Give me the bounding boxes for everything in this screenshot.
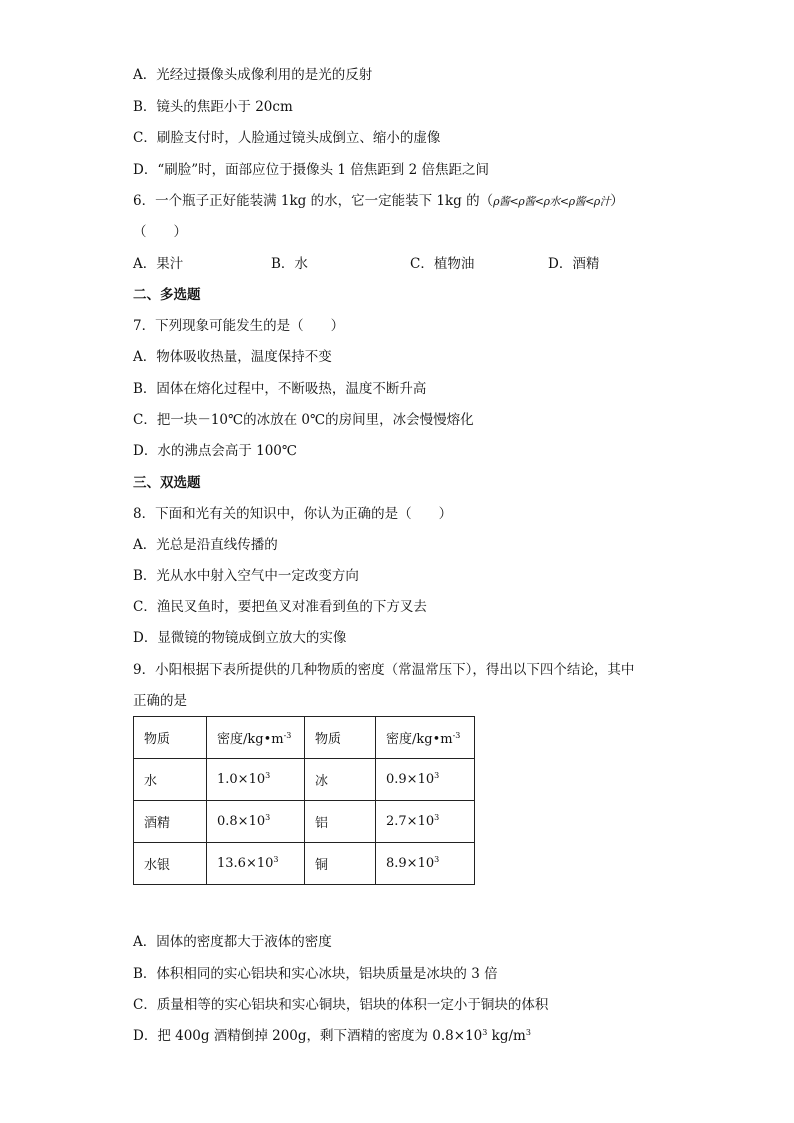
cell-density (376, 843, 475, 885)
q8-option-b: B．光从水中射入空气中一定改变方向 (133, 568, 359, 584)
cell-substance: 酒精 (134, 801, 207, 843)
cell-density-text: 0.8×10 (217, 814, 266, 829)
table-row (134, 843, 475, 885)
q6-option-d: D．酒精 (548, 256, 600, 272)
q6-option-c: C．植物油 (410, 256, 475, 272)
header-density-1-exp: -3 (283, 731, 292, 740)
q6-stem-text: 6．一个瓶子正好能装满 1kg 的水，它一定能装下 1kg 的（ (133, 193, 494, 209)
cell-density (376, 801, 475, 843)
q7-stem: 7．下列现象可能发生的是（ ） (133, 318, 345, 334)
section-multi-choice-title: 二、多选题 (133, 287, 201, 303)
cell-substance: 水银 (134, 843, 207, 885)
cell-substance: 铜 (305, 843, 376, 885)
cell-density-text: 8.9×10 (386, 856, 435, 871)
q5-option-c: C．刷脸支付时，人脸通过镜头成倒立、缩小的虚像 (133, 130, 441, 146)
table-header-row (134, 717, 475, 759)
q9-option-b: B．体积相同的实心铝块和实心冰块，铝块质量是冰块的 3 倍 (133, 966, 498, 982)
cell-density (376, 759, 475, 801)
q9-stem-line2: 正确的是 (133, 693, 187, 709)
cell-density (207, 843, 305, 885)
header-density-2-text: 密度/kg•m (386, 732, 453, 747)
q6-stem (133, 191, 624, 212)
q9-option-d-exp: 3 (482, 1028, 488, 1037)
cell-density-exp: 3 (434, 771, 440, 780)
q5-option-a: A．光经过摄像头成像利用的是光的反射 (133, 67, 373, 83)
q8-option-d: D．显微镜的物镜成倒立放大的实像 (133, 630, 347, 646)
q7-option-a: A．物体吸收热量，温度保持不变 (133, 349, 332, 365)
cell-substance: 铝 (305, 801, 376, 843)
cell-density (207, 801, 305, 843)
cell-substance: 水 (134, 759, 207, 801)
q6-option-b: B．水 (271, 256, 308, 272)
q6-stem-close: ） (610, 193, 624, 209)
header-substance-2: 物质 (305, 717, 376, 759)
header-density-1 (207, 717, 305, 759)
q6-blank: （ ） (133, 224, 187, 240)
cell-density-exp: 3 (434, 813, 440, 822)
q9-option-d-text: D．把 400g 酒精倒掉 200g，剩下酒精的密度为 0.8×10 (133, 1028, 483, 1044)
cell-substance: 冰 (305, 759, 376, 801)
q7-option-d: D．水的沸点会高于 100℃ (133, 443, 297, 459)
q5-option-d: D．“刷脸”时，面部应位于摄像头 1 倍焦距到 2 倍焦距之间 (133, 162, 489, 178)
cell-density-text: 0.9×10 (386, 772, 435, 787)
cell-density-text: 13.6×10 (217, 856, 274, 871)
cell-density-text: 1.0×10 (217, 772, 266, 787)
section-double-choice-title: 三、双选题 (133, 475, 201, 491)
cell-density (207, 759, 305, 801)
cell-density-exp: 3 (273, 855, 279, 864)
q8-option-a: A．光总是沿直线传播的 (133, 537, 278, 553)
q9-option-c: C．质量相等的实心铝块和实心铜块，铝块的体积一定小于铜块的体积 (133, 997, 549, 1013)
header-density-2 (376, 717, 475, 759)
q7-option-c: C．把一块－10℃的冰放在 0℃的房间里，冰会慢慢熔化 (133, 412, 474, 428)
q9-option-d (133, 1026, 531, 1046)
header-density-1-text: 密度/kg•m (217, 732, 284, 747)
table-row (134, 801, 475, 843)
q6-option-a: A．果汁 (133, 256, 184, 272)
cell-density-exp: 3 (434, 855, 440, 864)
density-table (133, 716, 475, 885)
cell-density-text: 2.7×10 (386, 814, 435, 829)
q5-option-b: B．镜头的焦距小于 20cm (133, 99, 293, 115)
header-density-2-exp: -3 (452, 731, 461, 740)
q8-stem: 8．下面和光有关的知识中，你认为正确的是（ ） (133, 506, 453, 522)
table-row (134, 759, 475, 801)
q9-option-a: A．固体的密度都大于液体的密度 (133, 934, 332, 950)
header-substance-1: 物质 (134, 717, 207, 759)
q9-stem-line1: 9．小阳根据下表所提供的几种物质的密度（常温常压下），得出以下四个结论，其中 (133, 662, 635, 678)
q7-option-b: B．固体在熔化过程中，不断吸热，温度不断升高 (133, 381, 427, 397)
cell-density-exp: 3 (265, 771, 271, 780)
q6-rho-condition: ρ酱<ρ酱<ρ水<ρ酱<ρ汁 (493, 195, 611, 208)
q8-option-c: C．渔民叉鱼时，要把鱼叉对准看到鱼的下方叉去 (133, 599, 427, 615)
q9-option-d-unit-exp: 3 (525, 1028, 531, 1037)
q9-option-d-unit: kg/m (487, 1028, 526, 1044)
cell-density-exp: 3 (265, 813, 271, 822)
